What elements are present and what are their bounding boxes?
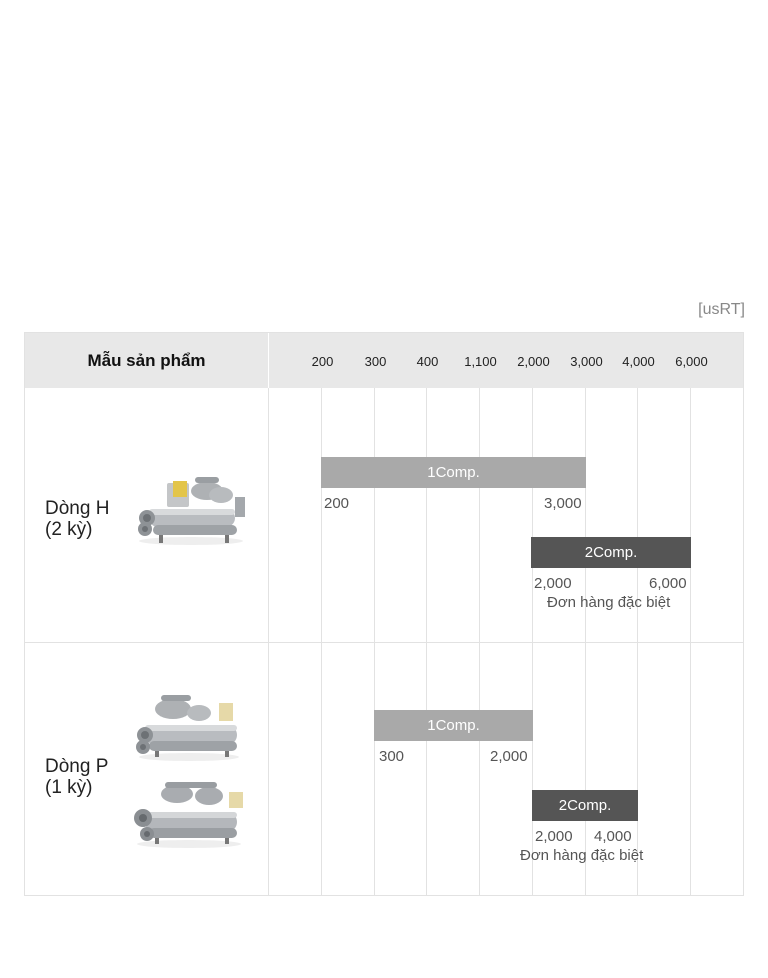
row-p-label (45, 756, 108, 798)
tick-label: 2,000 (517, 354, 550, 369)
chiller-h-image (135, 471, 247, 547)
tick-label: 200 (311, 354, 334, 369)
tick-label: 4,000 (622, 354, 655, 369)
chiller-p-image-1 (133, 691, 245, 763)
bar-1comp: 1Comp. (374, 710, 533, 741)
tick-label: 3,000 (570, 354, 603, 369)
tick-label: 6,000 (675, 354, 708, 369)
bar-min-value: 300 (379, 748, 405, 765)
special-order-note: Đơn hàng đặc biệt (520, 847, 644, 864)
row-p-sub: (1 kỳ) (45, 777, 93, 798)
bar-max-value: 4,000 (594, 828, 632, 845)
row-p-name: Dòng P (45, 756, 109, 777)
tick-label: 1,100 (464, 354, 497, 369)
special-order-note: Đơn hàng đặc biệt (547, 594, 671, 611)
row-divider (25, 642, 743, 643)
row-h-sub: (2 kỳ) (45, 519, 93, 540)
bar-max-value: 3,000 (544, 495, 582, 512)
bar-2comp: 2Comp. (531, 537, 691, 568)
unit-label: [usRT] (698, 301, 745, 318)
chiller-p-image-2 (131, 778, 245, 850)
bar-max-value: 2,000 (490, 748, 528, 765)
tick-label: 400 (416, 354, 439, 369)
bar-1comp: 1Comp. (321, 457, 586, 488)
bar-min-value: 200 (324, 495, 350, 512)
bar-min-value: 2,000 (535, 828, 573, 845)
bar-min-value: 2,000 (534, 575, 572, 592)
bar-2comp: 2Comp. (532, 790, 638, 821)
table-header (25, 333, 743, 388)
row-h-label (45, 498, 109, 540)
capacity-table (24, 332, 744, 896)
bar-max-value: 6,000 (649, 575, 687, 592)
model-column-header: Mẫu sản phẩm (25, 333, 269, 388)
row-h-name: Dòng H (45, 498, 110, 519)
tick-label: 300 (364, 354, 387, 369)
